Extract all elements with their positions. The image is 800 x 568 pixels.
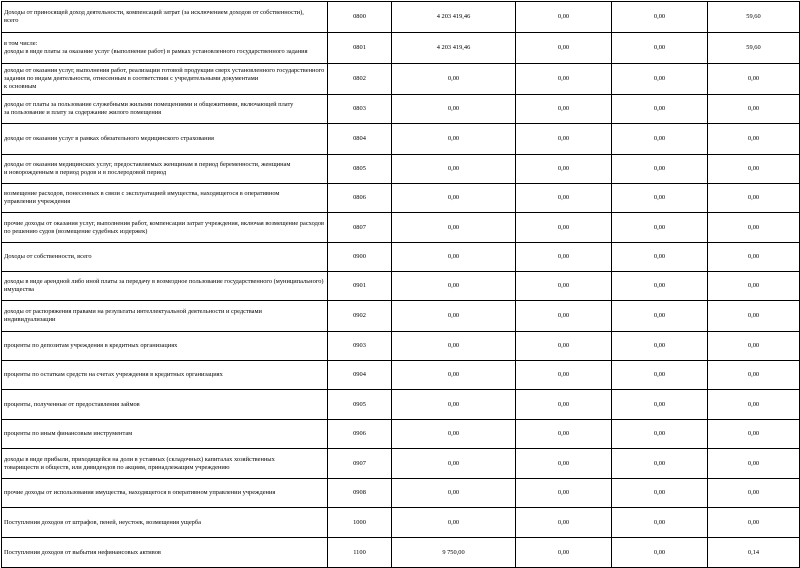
table-row [2,184,800,213]
amount-cell: 0,00 [612,301,708,332]
row-code: 0904 [328,361,392,390]
amount-cell: 59,60 [708,2,800,33]
table-row [2,243,800,272]
row-code: 0800 [328,2,392,33]
row-label: Доходы от приносящей доход деятельности, компенсаций затрат (за исключением доходов от собственности), всего [2,2,328,33]
amount-cell: 0,00 [516,479,612,508]
row-label: доходы в виде прибыли, приходящейся на доли в уставных (складочных) капиталах хозяйственных товариществ и обществ, или дивидендов по акциям, принадлежащим учреждению [2,449,328,479]
table-row [2,155,800,184]
amount-cell: 0,00 [392,64,516,95]
amount-cell: 4 203 419,46 [392,2,516,33]
table-row [2,272,800,301]
amount-cell: 0,00 [612,449,708,479]
amount-cell: 0,00 [392,390,516,420]
amount-cell: 0,00 [612,420,708,449]
row-label: Доходы от собственности, всего [2,243,328,272]
amount-cell: 0,00 [612,272,708,301]
row-label: доходы от оказания услуг в рамках обязательного медицинского страхования [2,124,328,155]
amount-cell: 0,00 [708,64,800,95]
row-label: доходы от распоряжения правами на результаты интеллектуальной деятельности и средствами индивидуализации [2,301,328,332]
amount-cell: 0,00 [708,95,800,124]
amount-cell: 0,00 [516,33,612,64]
income-report-table [1,1,800,568]
row-code: 0901 [328,272,392,301]
amount-cell: 0,00 [612,184,708,213]
amount-cell: 0,00 [392,301,516,332]
row-label: проценты, полученные от предоставления займов [2,390,328,420]
amount-cell: 0,00 [612,361,708,390]
row-label: проценты по иным финансовым инструментам [2,420,328,449]
row-label: Поступления доходов от штрафов, пеней, неустоек, возмещения ущерба [2,508,328,538]
amount-cell: 0,00 [708,213,800,243]
amount-cell: 0,00 [516,124,612,155]
table-row [2,479,800,508]
amount-cell: 0,00 [392,243,516,272]
row-label: прочие доходы от оказания услуг, выполнения работ, компенсации затрат учреждения, включая возмещение расходов по решению судов (возмещение судебных издержек) [2,213,328,243]
amount-cell: 0,00 [708,184,800,213]
table-row [2,332,800,361]
amount-cell: 0,00 [708,420,800,449]
amount-cell: 0,00 [516,508,612,538]
row-code: 1100 [328,538,392,568]
row-code: 0908 [328,479,392,508]
amount-cell: 0,00 [612,243,708,272]
amount-cell: 0,00 [392,184,516,213]
amount-cell: 0,00 [612,95,708,124]
amount-cell: 0,00 [516,390,612,420]
table-row [2,390,800,420]
amount-cell: 0,00 [392,213,516,243]
amount-cell: 59,60 [708,33,800,64]
amount-cell: 0,00 [392,124,516,155]
amount-cell: 0,14 [708,538,800,568]
amount-cell: 0,00 [708,301,800,332]
row-code: 0801 [328,33,392,64]
amount-cell: 0,00 [392,95,516,124]
row-label: доходы в виде арендной либо иной платы за передачу в возмездное пользование государственного (муниципального) имущества [2,272,328,301]
amount-cell: 0,00 [612,64,708,95]
amount-cell: 0,00 [708,155,800,184]
row-label: доходы от оказания услуг, выполнения работ, реализации готовой продукции сверх установленного государственного задания по видам деятельности, отнесенным в соответствии с учредительными документами к основным [2,64,328,95]
amount-cell: 0,00 [392,479,516,508]
row-label: в том числе: доходы в виде платы за оказание услуг (выполнение работ) в рамках установленного государственного задания [2,33,328,64]
amount-cell: 0,00 [516,420,612,449]
row-code: 0807 [328,213,392,243]
row-code: 1000 [328,508,392,538]
amount-cell: 0,00 [708,449,800,479]
amount-cell: 0,00 [516,272,612,301]
row-label: Поступления доходов от выбытия нефинансовых активов [2,538,328,568]
table-row [2,301,800,332]
amount-cell: 0,00 [392,508,516,538]
amount-cell: 0,00 [516,95,612,124]
row-code: 0803 [328,95,392,124]
row-code: 0906 [328,420,392,449]
amount-cell: 0,00 [708,124,800,155]
amount-cell: 0,00 [392,420,516,449]
row-code: 0802 [328,64,392,95]
row-code: 0900 [328,243,392,272]
amount-cell: 0,00 [708,390,800,420]
amount-cell: 0,00 [612,390,708,420]
amount-cell: 0,00 [708,272,800,301]
amount-cell: 0,00 [612,2,708,33]
amount-cell: 0,00 [392,272,516,301]
table-row [2,538,800,568]
table-row [2,124,800,155]
amount-cell: 0,00 [516,332,612,361]
table-body [2,2,800,568]
amount-cell: 0,00 [612,124,708,155]
row-label: возмещение расходов, понесенных в связи с эксплуатацией имущества, находящегося в оперативном управлении учреждения [2,184,328,213]
table-row [2,213,800,243]
amount-cell: 0,00 [392,361,516,390]
row-label: проценты по депозитам учреждения в кредитных организациях [2,332,328,361]
table-row [2,33,800,64]
amount-cell: 0,00 [516,184,612,213]
table-row [2,508,800,538]
row-code: 0804 [328,124,392,155]
row-label: прочие доходы от использования имущества, находящегося в оперативном управлении учреждения [2,479,328,508]
row-label: доходы от платы за пользование служебными жилыми помещениями и общежитиями, включающей плату за пользование и плату за содержание жилого помещения [2,95,328,124]
amount-cell: 4 203 419,46 [392,33,516,64]
amount-cell: 0,00 [392,332,516,361]
amount-cell: 0,00 [612,332,708,361]
amount-cell: 0,00 [612,33,708,64]
table-row [2,420,800,449]
table-row [2,449,800,479]
table-row [2,361,800,390]
amount-cell: 0,00 [516,538,612,568]
amount-cell: 0,00 [516,155,612,184]
amount-cell: 0,00 [612,479,708,508]
amount-cell: 0,00 [612,538,708,568]
row-label: доходы от оказания медицинских услуг, предоставляемых женщинам в период беременности, женщинам и новорожденным в период родов и в послеродовой период [2,155,328,184]
amount-cell: 0,00 [516,2,612,33]
row-code: 0905 [328,390,392,420]
amount-cell: 0,00 [516,361,612,390]
table-row [2,64,800,95]
amount-cell: 0,00 [516,243,612,272]
row-code: 0806 [328,184,392,213]
table-row [2,95,800,124]
amount-cell: 0,00 [708,479,800,508]
amount-cell: 0,00 [708,361,800,390]
amount-cell: 0,00 [516,301,612,332]
row-code: 0903 [328,332,392,361]
amount-cell: 0,00 [516,213,612,243]
amount-cell: 9 750,00 [392,538,516,568]
table-row [2,2,800,33]
row-label: проценты по остаткам средств на счетах учреждения в кредитных организациях [2,361,328,390]
amount-cell: 0,00 [392,155,516,184]
amount-cell: 0,00 [612,213,708,243]
row-code: 0907 [328,449,392,479]
row-code: 0902 [328,301,392,332]
amount-cell: 0,00 [516,449,612,479]
amount-cell: 0,00 [708,508,800,538]
row-code: 0805 [328,155,392,184]
amount-cell: 0,00 [612,508,708,538]
amount-cell: 0,00 [708,243,800,272]
amount-cell: 0,00 [708,332,800,361]
amount-cell: 0,00 [612,155,708,184]
amount-cell: 0,00 [392,449,516,479]
amount-cell: 0,00 [516,64,612,95]
